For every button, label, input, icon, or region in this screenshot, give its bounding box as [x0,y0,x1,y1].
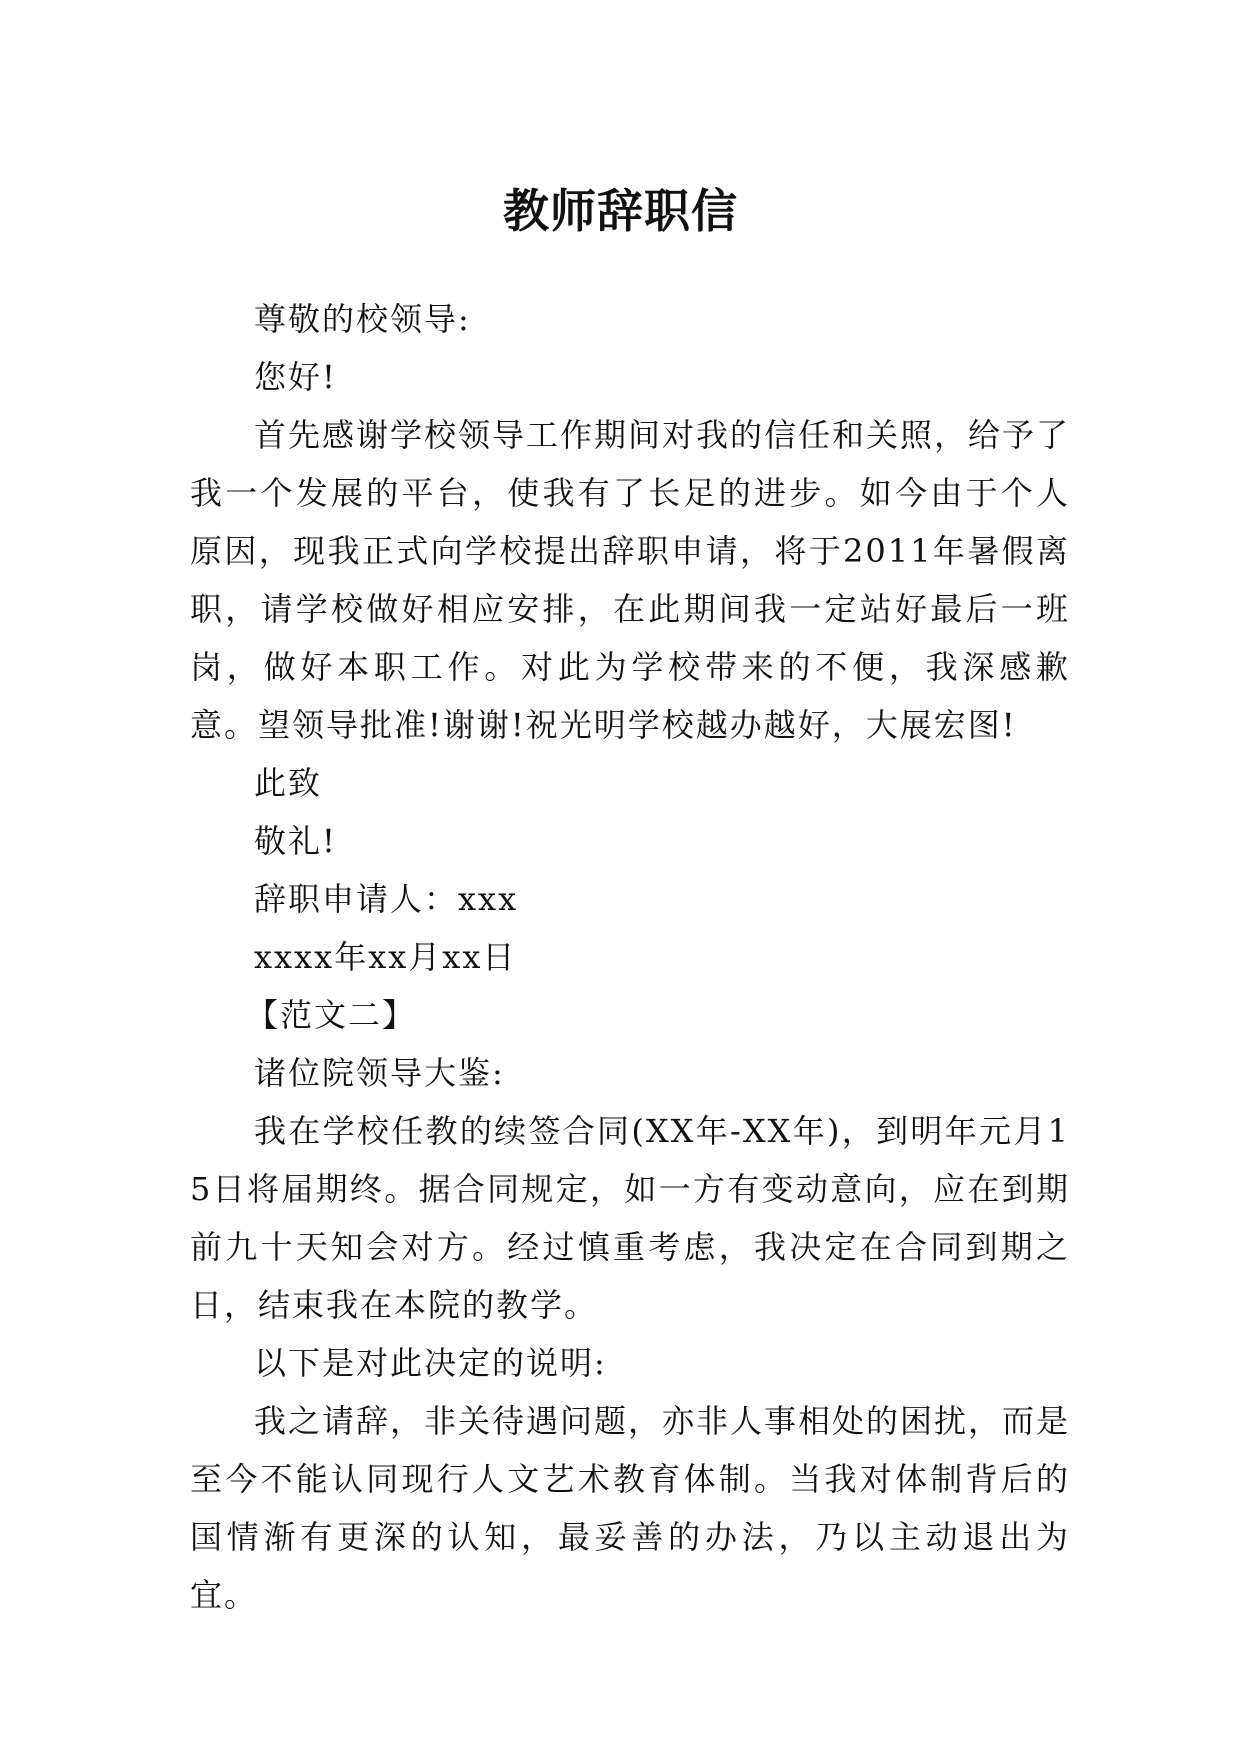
signature-line: 辞职申请人：xxx [254,880,519,918]
body-paragraph-4: 我之请辞，非关待遇问题，亦非人事相处的困扰，而是至今不能认同现行人文艺术教育体制。当我对体制背后的国情渐有更深的认知，最妥善的办法，乃以主动退出为宜。 [190,1402,1071,1614]
body-paragraph-1: 首先感谢学校领导工作期间对我的信任和关照，给予了我一个发展的平台，使我有了长足的进步。如今由于个人原因，现我正式向学校提出辞职申请，将于2011年暑假离职，请学校做好相应安排，在此期间我一定站好最后一班岗，做好本职工作。对此为学校带来的不便，我深感歉意。望领导批准!谢谢!祝光明学校越办越好，大展宏图! [190,416,1071,744]
salutation: 尊敬的校领导: [254,300,471,338]
closing-regards: 敬礼! [254,822,337,860]
document-body [190,290,1070,1624]
greeting: 您好! [254,358,337,396]
section-heading: 【范文二】 [246,996,417,1034]
document-title: 教师辞职信 [503,183,738,238]
body-paragraph-2: 我在学校任教的续签合同(XX年-XX年)，到明年元月15日将届期终。据合同规定，如一方有变动意向，应在到期前九十天知会对方。经过慎重考虑，我决定在合同到期之日，结束我在本院的教学。 [190,1112,1070,1324]
body-paragraph-3: 以下是对此决定的说明: [254,1344,607,1382]
date-line: xxxx年xx月xx日 [254,938,517,976]
salutation-2: 诸位院领导大鉴: [254,1054,505,1092]
closing-line: 此致 [254,764,323,802]
